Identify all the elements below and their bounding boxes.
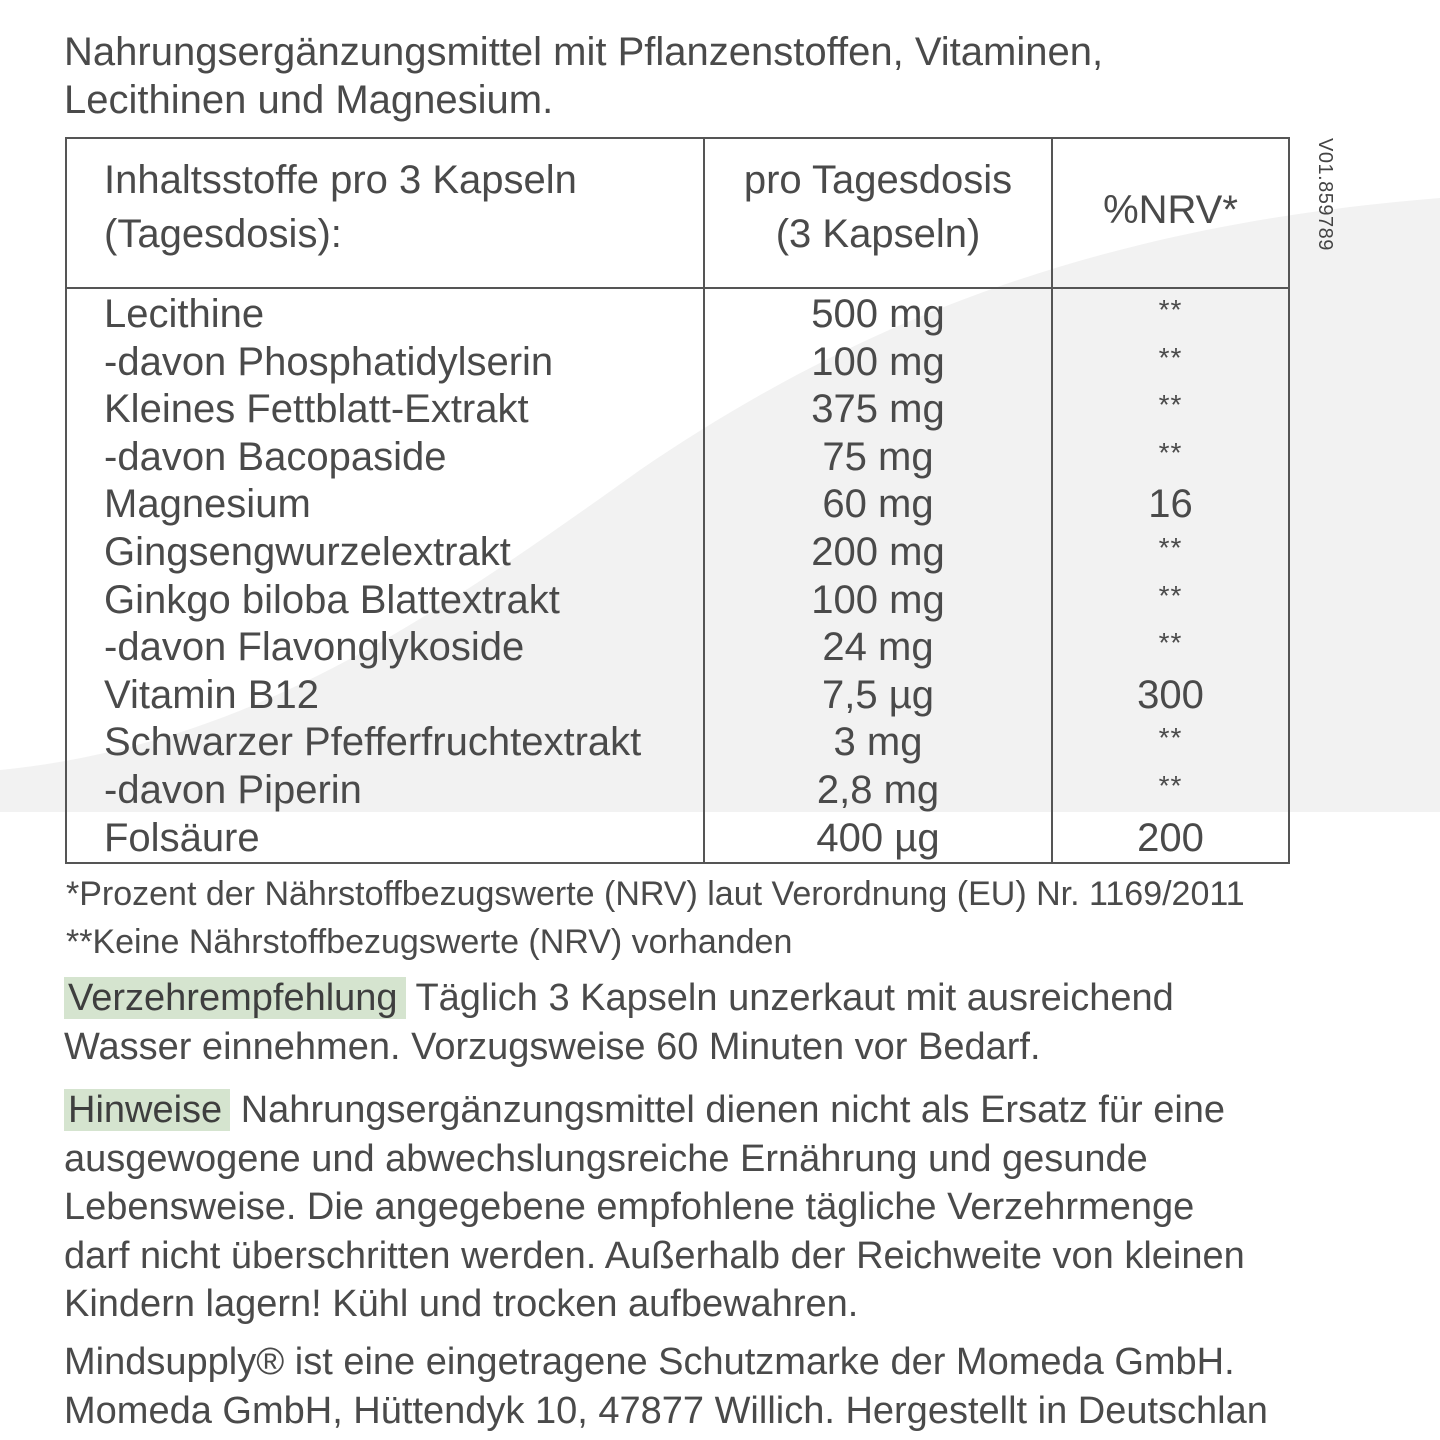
paragraph-text: Nahrungsergänzungsmittel dienen nicht als Ersatz für eine [240, 1089, 1226, 1131]
nrv-value: ** [1158, 769, 1183, 801]
header-line: pro Tagesdosis [743, 158, 1013, 202]
product-description [64, 28, 1264, 124]
nrv-value: ** [1158, 531, 1183, 563]
ingredient-dose: 24 mg [822, 625, 934, 670]
ingredient-dose: 400 µg [816, 815, 940, 860]
nrv-value: ** [1158, 389, 1183, 421]
ingredient-names-column [66, 288, 704, 863]
ingredient-dose: 3 mg [833, 720, 923, 765]
ingredient-dose: 100 mg [811, 339, 945, 384]
trademark-info [64, 1338, 1268, 1435]
paragraph-line: Momeda GmbH, Hüttendyk 10, 47877 Willich. Hergestellt in Deutschlan [64, 1389, 1268, 1432]
ingredient-dose: 500 mg [811, 292, 945, 336]
ingredient-name: Schwarzer Pfefferfruchtextrakt [104, 720, 642, 765]
ingredient-name: -davon Bacopaside [104, 434, 447, 479]
ingredient-nrv [1053, 719, 1288, 767]
ingredient-nrv [1053, 577, 1288, 625]
paragraph-text: Täglich 3 Kapseln unzerkaut mit ausreichend [415, 977, 1174, 1019]
nrv-value: 200 [1137, 815, 1204, 860]
footnote-nrv: *Prozent der Nährstoffbezugswerte (NRV) laut Verordnung (EU) Nr. 1169/2011 [66, 875, 1245, 913]
description-line: Nahrungsergänzungsmittel mit Pflanzenstoffen, Vitaminen, [64, 30, 1104, 74]
paragraph-line: Wasser einnehmen. Vorzugsweise 60 Minuten vor Bedarf. [64, 1025, 1041, 1068]
table-body-row [66, 288, 1289, 863]
paragraph-line: ausgewogene und abwechslungsreiche Ernährung und gesunde [64, 1137, 1148, 1180]
ingredient-dose: 7,5 µg [821, 672, 934, 717]
header-line: Inhaltsstoffe pro 3 Kapseln [104, 158, 577, 202]
ingredient-name: Magnesium [104, 482, 311, 527]
ingredient-dose: 375 mg [811, 387, 945, 432]
nrv-value: ** [1158, 579, 1183, 611]
paragraph-line: Mindsupply® ist eine eingetragene Schutzmarke der Momeda GmbH. [64, 1341, 1235, 1383]
ingredient-name: -davon Piperin [104, 767, 362, 812]
ingredient-name: Ginkgo biloba Blattextrakt [104, 577, 560, 622]
ingredient-name: -davon Phosphatidylserin [104, 339, 554, 384]
batch-code: V01.859789 [1314, 138, 1336, 251]
footnotes [66, 870, 1245, 966]
table-header-row [66, 138, 1289, 288]
ingredient-dose: 60 mg [822, 482, 934, 527]
ingredient-nrv [1053, 815, 1288, 863]
section-label-verzehr: Verzehrempfehlung [64, 977, 406, 1019]
ingredient-nrv [1053, 767, 1288, 815]
column-header-nrv: %NRV* [1052, 138, 1289, 288]
ingredient-name: Vitamin B12 [104, 672, 319, 717]
ingredient-nrv [1053, 529, 1288, 577]
header-line: (3 Kapseln) [775, 212, 981, 256]
ingredient-nrv [1053, 291, 1288, 339]
ingredient-dose: 2,8 mg [816, 767, 940, 812]
paragraph-line: Lebensweise. Die angegebene empfohlene tägliche Verzehrmenge [64, 1186, 1195, 1228]
paragraph-line [64, 974, 1174, 1023]
ingredient-nrv [1053, 481, 1288, 529]
nrv-value: ** [1158, 436, 1183, 468]
ingredient-dose: 200 mg [811, 529, 945, 574]
column-header-ingredients [66, 138, 704, 288]
ingredient-name: Lecithine [104, 292, 265, 336]
notes-section [64, 1086, 1245, 1329]
ingredient-name: -davon Flavonglykoside [104, 625, 525, 670]
header-line: (Tagesdosis): [104, 212, 342, 256]
section-label-hinweise: Hinweise [64, 1089, 230, 1131]
ingredient-nrv [1053, 624, 1288, 672]
nrv-value: ** [1158, 627, 1183, 659]
paragraph-line [64, 1086, 1245, 1135]
consumption-recommendation [64, 974, 1174, 1071]
ingredient-nrv [1053, 386, 1288, 434]
nrv-values-column [1052, 288, 1289, 863]
nrv-value: 16 [1148, 482, 1193, 527]
paragraph-line: Kindern lagern! Kühl und trocken aufbewahren. [64, 1283, 859, 1325]
column-header-daily-dose [704, 138, 1052, 288]
ingredient-name: Kleines Fettblatt-Extrakt [104, 387, 529, 432]
nutrition-table [65, 137, 1290, 864]
ingredient-name: Folsäure [104, 815, 260, 860]
ingredient-nrv [1053, 434, 1288, 482]
description-line: Lecithinen und Magnesium. [64, 78, 554, 122]
ingredient-dose: 75 mg [822, 434, 934, 479]
dose-values-column [704, 288, 1052, 863]
paragraph-line: darf nicht überschritten werden. Außerhalb der Reichweite von kleinen [64, 1234, 1245, 1277]
nrv-value: ** [1158, 341, 1183, 373]
nrv-value: 300 [1137, 672, 1204, 717]
ingredient-nrv [1053, 339, 1288, 387]
ingredient-dose: 100 mg [811, 577, 945, 622]
nrv-value: ** [1158, 294, 1183, 325]
footnote-no-nrv: **Keine Nährstoffbezugswerte (NRV) vorhanden [66, 923, 793, 961]
nrv-value: ** [1158, 722, 1183, 754]
ingredient-name: Gingsengwurzelextrakt [104, 529, 511, 574]
ingredient-nrv [1053, 672, 1288, 720]
